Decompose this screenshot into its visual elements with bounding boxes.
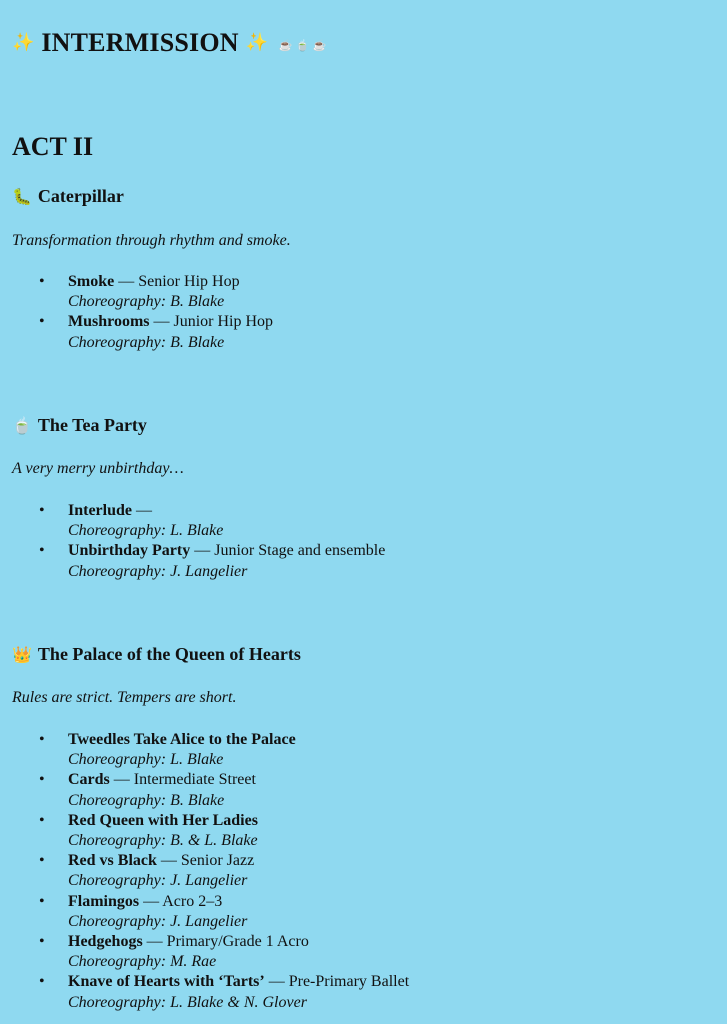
bullet: • [39,892,45,910]
list-item [0,272,700,312]
piece-choreography: Choreography: J. Langelier [68,912,248,930]
piece-choreography: Choreography: B. & L. Blake [68,832,258,850]
sparkles-icon: ✨ [12,32,35,52]
section-title-caterpillar [12,186,124,207]
crown-icon: 👑 [12,647,32,664]
sparkles-icon: ✨ [245,32,269,52]
piece-group: Pre-Primary Ballet [288,973,410,991]
piece-name: Hedgehogs [68,933,143,951]
piece-choreography: Choreography: B. Blake [68,293,225,311]
section-tagline: Rules are strict. Tempers are short. [12,689,237,706]
list-item [0,770,700,810]
piece-choreography: Choreography: J. Langelier [68,562,248,580]
section-title-text: Caterpillar [37,186,124,206]
piece-separator: — [264,973,289,991]
piece-group: Senior Jazz [180,852,255,870]
intermission-heading [12,28,326,58]
intermission-title: INTERMISSION [41,28,239,57]
list-item [0,501,700,541]
piece-choreography: Choreography: L. Blake [68,751,224,769]
list-item [0,811,700,851]
piece-name: Mushrooms [68,313,150,331]
list-item [0,851,700,891]
teacup-icon: 🍵 [12,418,32,435]
piece-separator: — [139,892,163,910]
section-title-text: The Tea Party [37,415,147,435]
piece-choreography: Choreography: M. Rae [68,953,217,971]
piece-choreography: Choreography: J. Langelier [68,872,248,890]
list-item [0,932,700,972]
piece-name: Red Queen with Her Ladies [68,811,258,829]
bullet: • [39,852,45,870]
bullet: • [39,502,45,519]
piece-name: Red vs Black [68,852,157,870]
piece-separator: — [190,542,215,560]
bullet: • [39,731,45,748]
list-item [0,541,700,581]
piece-group: Acro 2–3 [162,892,223,910]
piece-group: Junior Stage and ensemble [214,542,386,560]
piece-name: Smoke [68,273,115,290]
piece-choreography: Choreography: B. Blake [68,333,225,351]
section-tagline: Transformation through rhythm and smoke. [12,232,291,249]
list-item [0,892,700,932]
bullet: • [39,973,45,991]
piece-separator: — [149,313,174,331]
section-title-palace [12,644,301,665]
section-title-tea-party [12,415,147,436]
piece-list [0,730,700,1013]
section-tagline: A very merry unbirthday… [12,460,184,477]
piece-name: Flamingos [68,892,140,910]
act-title: ACT II [12,132,94,161]
piece-list [0,272,700,353]
caterpillar-icon: 🐛 [12,189,32,206]
piece-list [0,501,700,582]
piece-separator: — [109,771,134,789]
piece-separator: — [114,273,139,290]
piece-separator: — [132,502,152,519]
piece-separator: — [156,852,181,870]
section-title-text: The Palace of the Queen of Hearts [37,644,301,664]
piece-choreography: Choreography: B. Blake [68,791,225,809]
list-item [0,312,700,352]
bullet: • [39,811,45,829]
piece-group: Senior Hip Hop [138,273,240,290]
bullet: • [39,313,45,331]
piece-name: Tweedles Take Alice to the Palace [68,731,296,748]
piece-name: Interlude [68,502,132,519]
piece-name: Knave of Hearts with ‘Tarts’ [68,973,265,991]
bullet: • [39,933,45,951]
piece-name: Unbirthday Party [68,542,191,560]
piece-choreography: Choreography: L. Blake [68,522,224,540]
piece-choreography: Choreography: L. Blake & N. Glover [68,993,307,1011]
piece-separator: — [142,933,167,951]
list-item [0,972,700,1012]
piece-name: Cards [68,771,110,789]
list-item [0,730,700,770]
piece-group: Primary/Grade 1 Acro [166,933,309,951]
tea-cups-icon: ☕ 🍵 ☕ [278,40,327,52]
bullet: • [39,771,45,789]
bullet: • [39,542,45,560]
piece-group: Intermediate Street [133,771,256,789]
piece-group: Junior Hip Hop [173,313,274,331]
bullet: • [39,273,45,290]
